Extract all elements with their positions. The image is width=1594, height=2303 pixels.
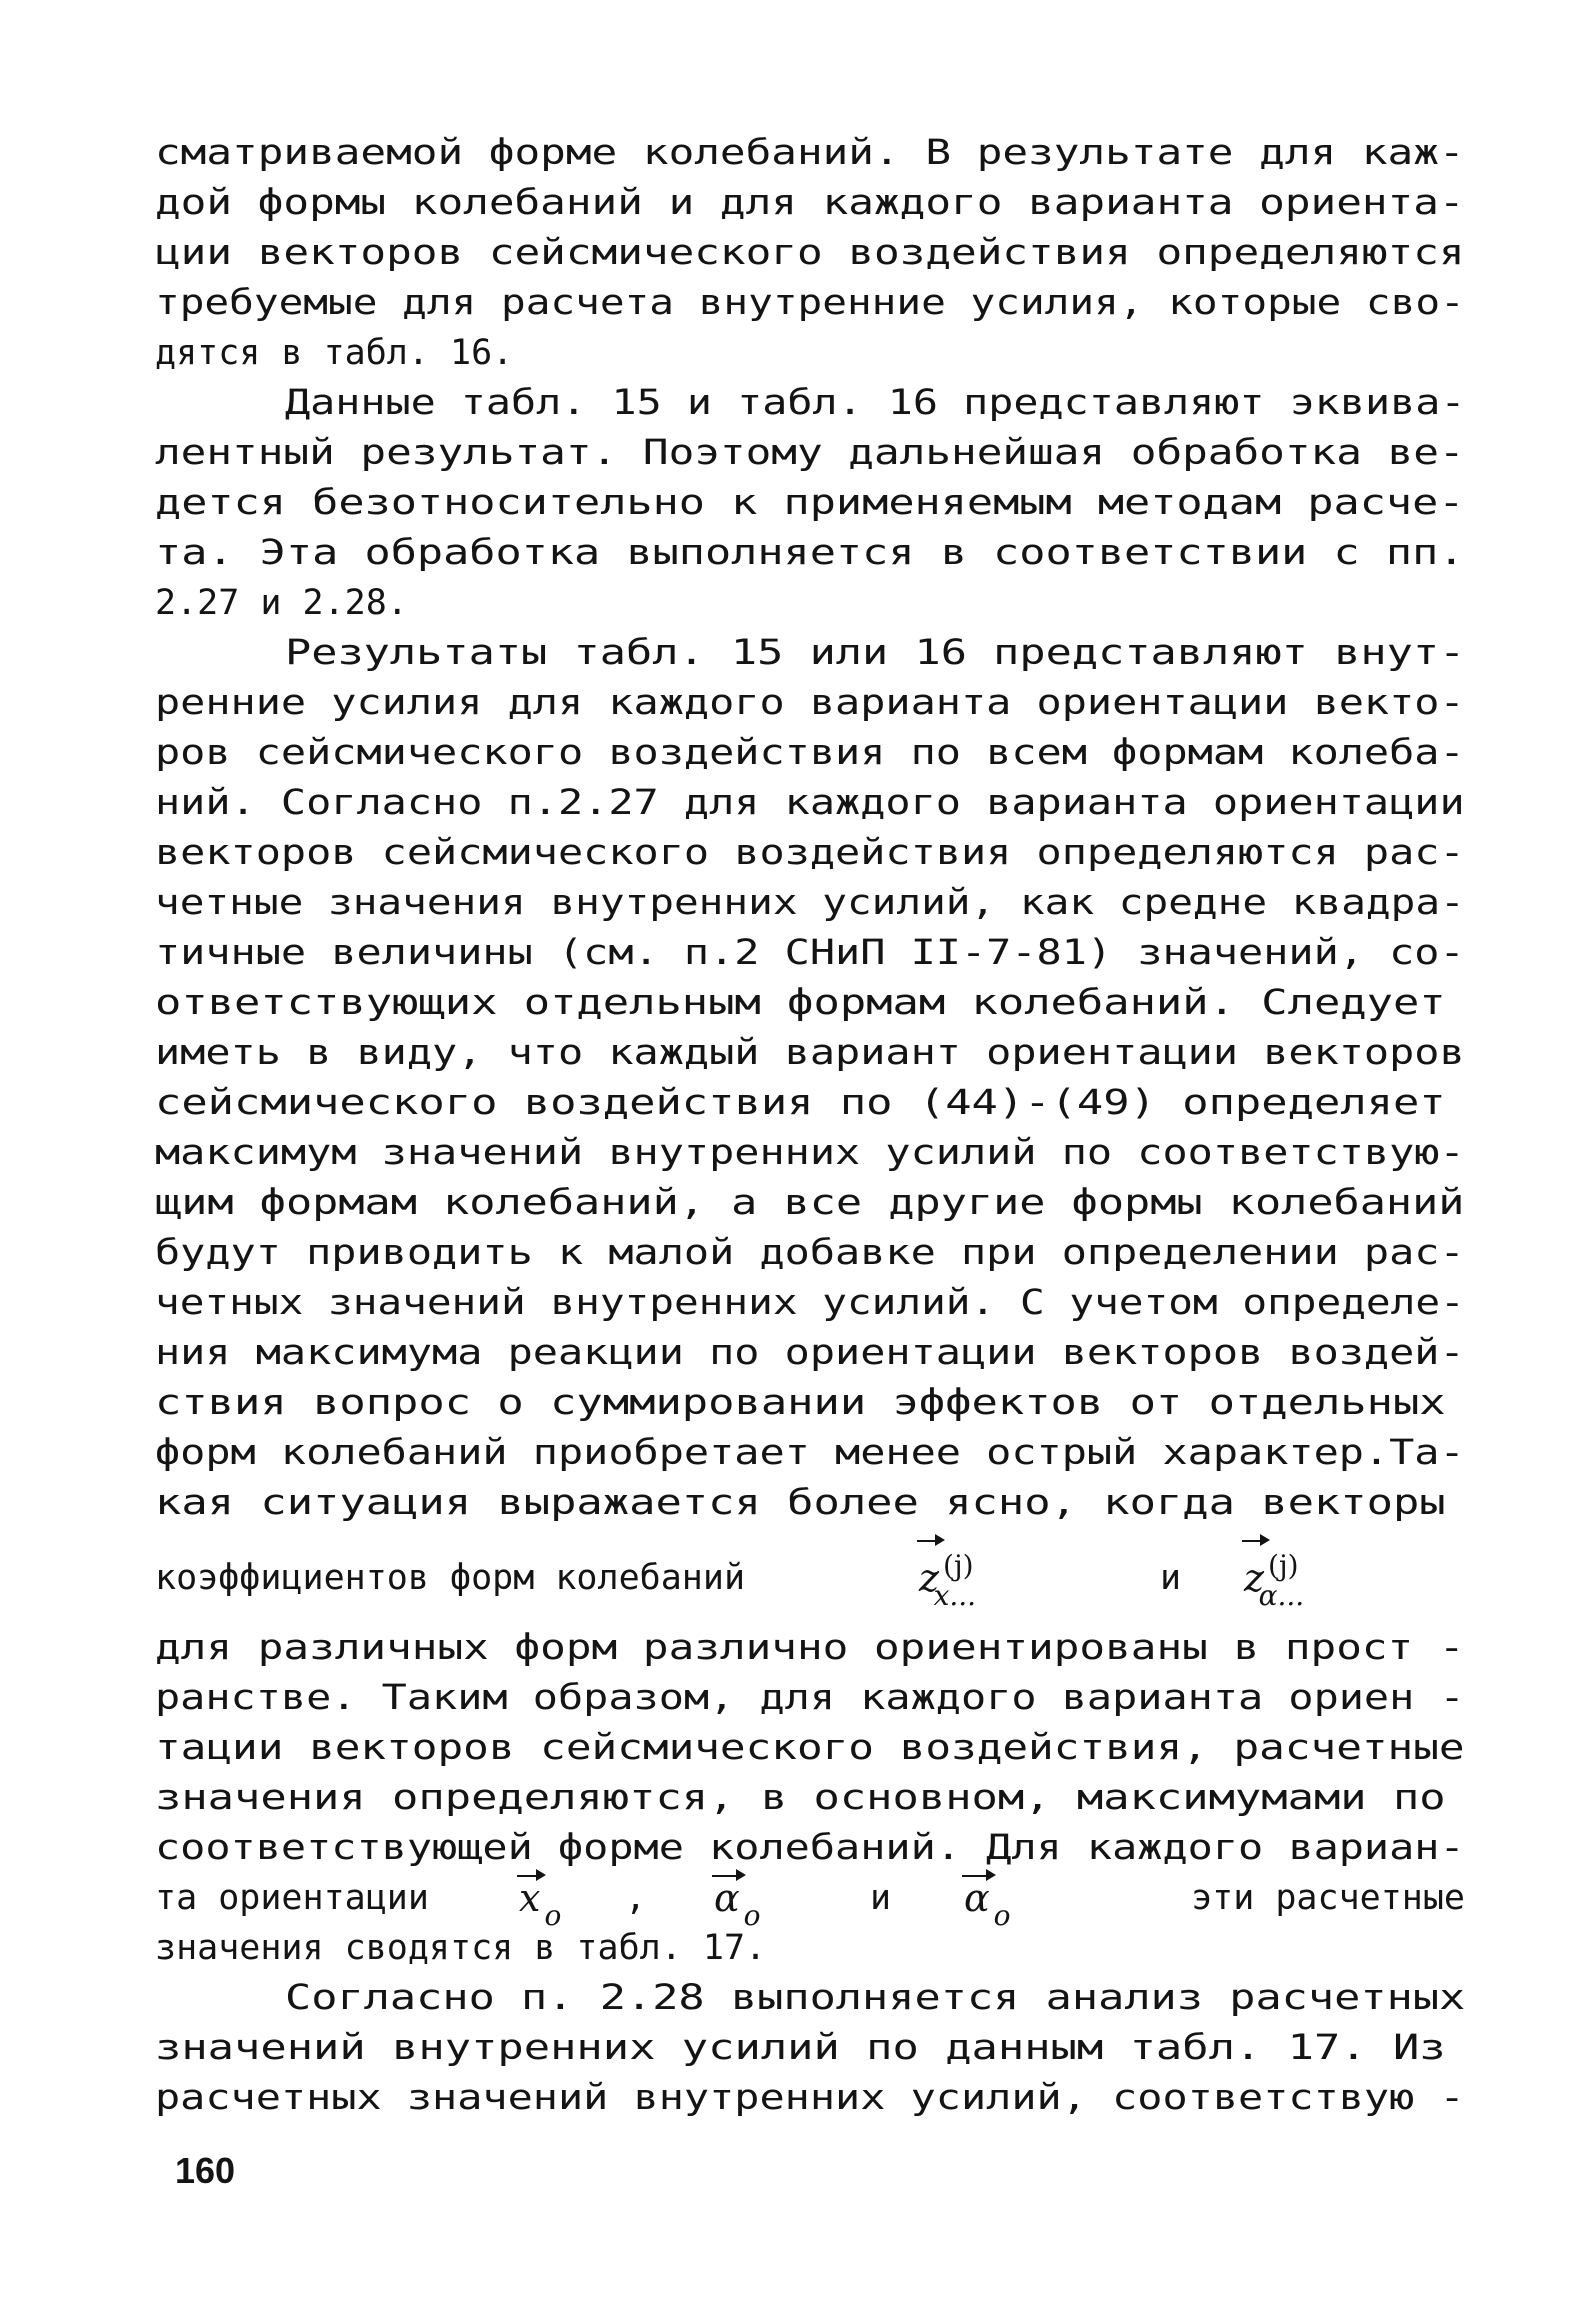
text-line-last: 2.27 и 2.28. [155, 583, 408, 623]
text-line: ствия вопрос о суммировании эффектов от отдельных [155, 1383, 1446, 1423]
vector-x0: x $_o$ [515, 1873, 561, 1927]
text-line: ния максимума реакции по ориентации векторов воздей- [155, 1333, 1465, 1373]
text-line: четные значения внутренних усилий, как средне квадра- [155, 883, 1465, 923]
text-line: соответствующей форме колебаний. Для каждого вариан- [155, 1828, 1465, 1868]
text-line: четных значений внутренних усилий. С учетом определе- [155, 1283, 1465, 1323]
vector-formula-alpha: z $^{(j)}_{\alpha...}$ [1240, 1538, 1304, 1622]
text-line: лентный результат. Поэтому дальнейшая обработка ве- [155, 433, 1465, 473]
text-line: ранстве. Таким образом, для каждого варианта ориен - [155, 1678, 1465, 1718]
text-line: значения определяются, в основном, максимумами по [155, 1778, 1446, 1818]
text-line: Согласно п. 2.28 выполняется анализ расчетных [285, 1978, 1466, 2018]
text-line: сейсмического воздействия по (44)-(49) определяет [155, 1083, 1446, 1123]
vector-alpha0-second: α $_o$ [960, 1873, 1011, 1927]
text-line: значений внутренних усилий по данным табл. 17. Из [155, 2028, 1446, 2068]
orientation-separator: , [625, 1878, 647, 1918]
text-line: векторов сейсмического воздействия определяются рас- [155, 833, 1465, 873]
orientation-prefix: та ориентации [155, 1878, 429, 1918]
formula-line-text: коэффициентов форм колебаний [155, 1558, 746, 1598]
text-line: ров сейсмического воздействия по всем формам колеба- [155, 733, 1465, 773]
orientation-line [155, 1873, 1465, 1932]
formula-line [155, 1538, 1465, 1618]
text-line: щим формам колебаний, а все другие формы колебаний [155, 1183, 1465, 1223]
orientation-suffix: эти расчетные [1191, 1878, 1465, 1918]
text-line: дется безотносительно к применяемым методам расче- [155, 483, 1465, 523]
text-line: требуемые для расчета внутренние усилия, которые сво- [155, 283, 1465, 323]
text-line: кая ситуация выражается более ясно, когда векторы [155, 1483, 1446, 1523]
text-line: ренние усилия для каждого варианта ориентации векто- [155, 683, 1465, 723]
vector-formula-x: z $^{(j)}_{x...}$ [915, 1538, 976, 1622]
text-line: для различных форм различно ориентированы в прост - [155, 1628, 1465, 1668]
text-line: сматриваемой форме колебаний. В результате для каж- [155, 133, 1465, 173]
text-line: ции векторов сейсмического воздействия определяются [155, 233, 1465, 273]
text-line: иметь в виду, что каждый вариант ориентации векторов [155, 1033, 1465, 1073]
text-line: дой формы колебаний и для каждого варианта ориента- [155, 183, 1465, 223]
page-number: 160 [175, 2150, 236, 2191]
text-line: та. Эта обработка выполняется в соответствии с пп. [155, 533, 1465, 573]
text-line-last: дятся в табл. 16. [155, 333, 514, 373]
text-line-last: значения сводятся в табл. 17. [155, 1928, 767, 1968]
text-line: будут приводить к малой добавке при определении рас- [155, 1233, 1465, 1273]
text-line: тичные величины (см. п.2 СНиП II-7-81) значений, со- [155, 933, 1465, 973]
orientation-conjunction: и [870, 1878, 892, 1918]
text-line: Данные табл. 15 и табл. 16 представляют эквива- [285, 383, 1466, 423]
text-line: форм колебаний приобретает менее острый характер.Та- [155, 1433, 1465, 1473]
text-line: ний. Согласно п.2.27 для каждого варианта ориентации [155, 783, 1465, 823]
text-line: тации векторов сейсмического воздействия, расчетные [155, 1728, 1465, 1768]
text-line: Результаты табл. 15 или 16 представляют внут- [285, 633, 1466, 673]
text-line: максимум значений внутренних усилий по соответствую- [155, 1133, 1465, 1173]
text-line: расчетных значений внутренних усилий, соответствую - [155, 2078, 1465, 2118]
text-line: ответствующих отдельным формам колебаний. Следует [155, 983, 1446, 1023]
vector-alpha0: α $_o$ [710, 1873, 761, 1927]
formula-conjunction: и [1160, 1558, 1182, 1598]
